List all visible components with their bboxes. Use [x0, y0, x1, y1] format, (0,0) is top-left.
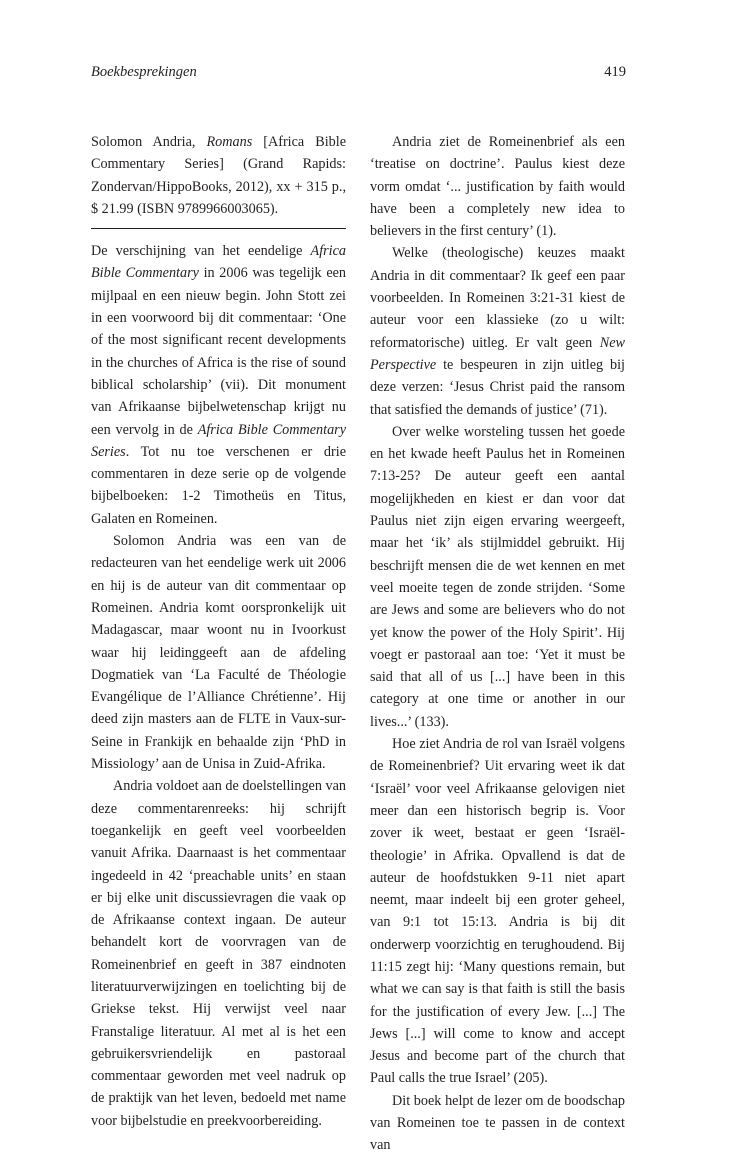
bibliographic-entry [91, 131, 346, 220]
section-title: Boekbesprekingen [91, 64, 197, 80]
paragraph-7: Hoe ziet Andria de rol van Israël volgens de Romeinenbrief? Uit ervaring weet ik dat ‘Israël’ voor veel Afrikaanse gelovigen niet meer dan een historisch begrip is. Voor zover ik weet, bestaat er geen ‘Israël-theologie’ in Afrika. Opvallend is dat de auteur de hoofdstukken 9-11 niet apart neemt, maar indeelt bij een groter geheel, van 9:1 tot 15:13. Andria is bij dit onderwerp voorzichtig en terughoudend. Bij 11:15 zegt hij: ‘Many questions remain, but what we can say is that faith is still the basis for the justification of every Jew. [...] The Jews [...] will come to know and accept Jesus and become part of the church that Paul calls the true Israel’ (205). [370, 736, 625, 1087]
left-column [91, 131, 346, 1132]
paragraph-1: De verschijning van het eendelige Africa Bible Commentary in 2006 was tegelijk een mijlpaal en een nieuw begin. John Stott zei in een voorwoord bij dit commentaar: ‘One of the most significant recent developments in the churches of Africa is the rise of sound biblical scholarship’ (vii). Dit monument van Afrikaanse bijbelwetenschap krijgt nu een vervolg in de Africa Bible Commentary Series. Tot nu toe verschenen er drie commentaren in deze serie op de volgende bijbelboeken: 1-2 Timotheüs en Titus, Galaten en Romeinen. [91, 243, 347, 527]
paragraph-6: Over welke worsteling tussen het goede en het kwade heeft Paulus het in Romeinen 7:13-25? De auteur geeft een aantal mogelijkheden en kiest er dan voor dat Paulus niet zijn eigen ervaring weergeeft, maar het ‘ik’ als stijlmiddel gebruikt. Hij beschrijft mensen die de wet kennen en met veel moeite tegen de zonde strijden. ‘Some are Jews and some are believers who do not yet know the power of the Holy Spirit’. Hij voegt er pastoraal aan toe: ‘Yet it must be said that all of us [...] have been in this category at one time or another in our lives...’ (133). [370, 423, 625, 730]
biblio-details: [Africa Bible Commentary Series] (Grand Rapids: Zondervan/HippoBooks, 2012), xx + 315 p., $ 21.99 (ISBN 9789966003065). [91, 134, 346, 217]
divider-rule [91, 228, 346, 229]
biblio-author: Solomon Andria, [91, 134, 207, 150]
biblio-title: Romans [206, 134, 253, 150]
right-column [370, 131, 625, 1157]
paragraph-5: Welke (theologische) keuzes maakt Andria in dit commentaar? Ik geef een paar voorbeelden. In Romeinen 3:21-31 kiest de auteur voor een klassieke (zo u wilt: reformatorische) uitleg. Er valt geen New Perspective te bespeuren in zijn uitleg bij deze verzen: ‘Jesus Christ paid the ransom that satisfied the demands of justice’ (71). [370, 245, 625, 418]
paragraph-4: Andria ziet de Romeinenbrief als een ‘treatise on doctrine’. Paulus kiest deze vorm omdat ‘... justification by faith would have been a completely new idea to believers in the first century’ (1). [370, 134, 625, 240]
page-number: 419 [604, 64, 626, 80]
paragraph-3: Andria voldoet aan de doelstellingen van deze commentarenreeks: hij schrijft toegankelijk en geeft veel voorbeelden vanuit Afrika. Daarnaast is het commentaar ingedeeld in 42 ‘preachable units’ en staan er bij elke unit discussievragen die vaak op de Afrikaanse context ingaan. De auteur behandelt kort de voorvragen van de Romeinenbrief en geeft in 387 eindnoten literatuurverwijzingen en toelichting bij de Griekse tekst. Hij verwijst veel naar Franstalige literatuur. Al met al is het een gebruikersvriendelijk en pastoraal commentaar geworden met veel nadruk op de praktijk van het leven, bedoeld met name voor bijbelstudie en preekvoorbereiding. [91, 778, 346, 1129]
paragraph-8: Dit boek helpt de lezer om de boodschap van Romeinen toe te passen in de context van [370, 1092, 625, 1154]
paragraph-2: Solomon Andria was een van de redacteuren van het eendelige werk uit 2006 en hij is de auteur van dit commentaar op Romeinen. Andria komt oorspronkelijk uit Madagascar, maar woont nu in Ivoorkust waar hij leidinggeeft aan de afdeling Dogmatiek van ‘La Faculté de Théologie Evangélique de l’Alliance Chrétienne’. Hij deed zijn masters aan de FLTE in Vaux-sur-Seine in Frankijk en behaalde zijn ‘PhD in Missiology’ aan de Unisa in Zuid-Afrika. [91, 533, 346, 773]
